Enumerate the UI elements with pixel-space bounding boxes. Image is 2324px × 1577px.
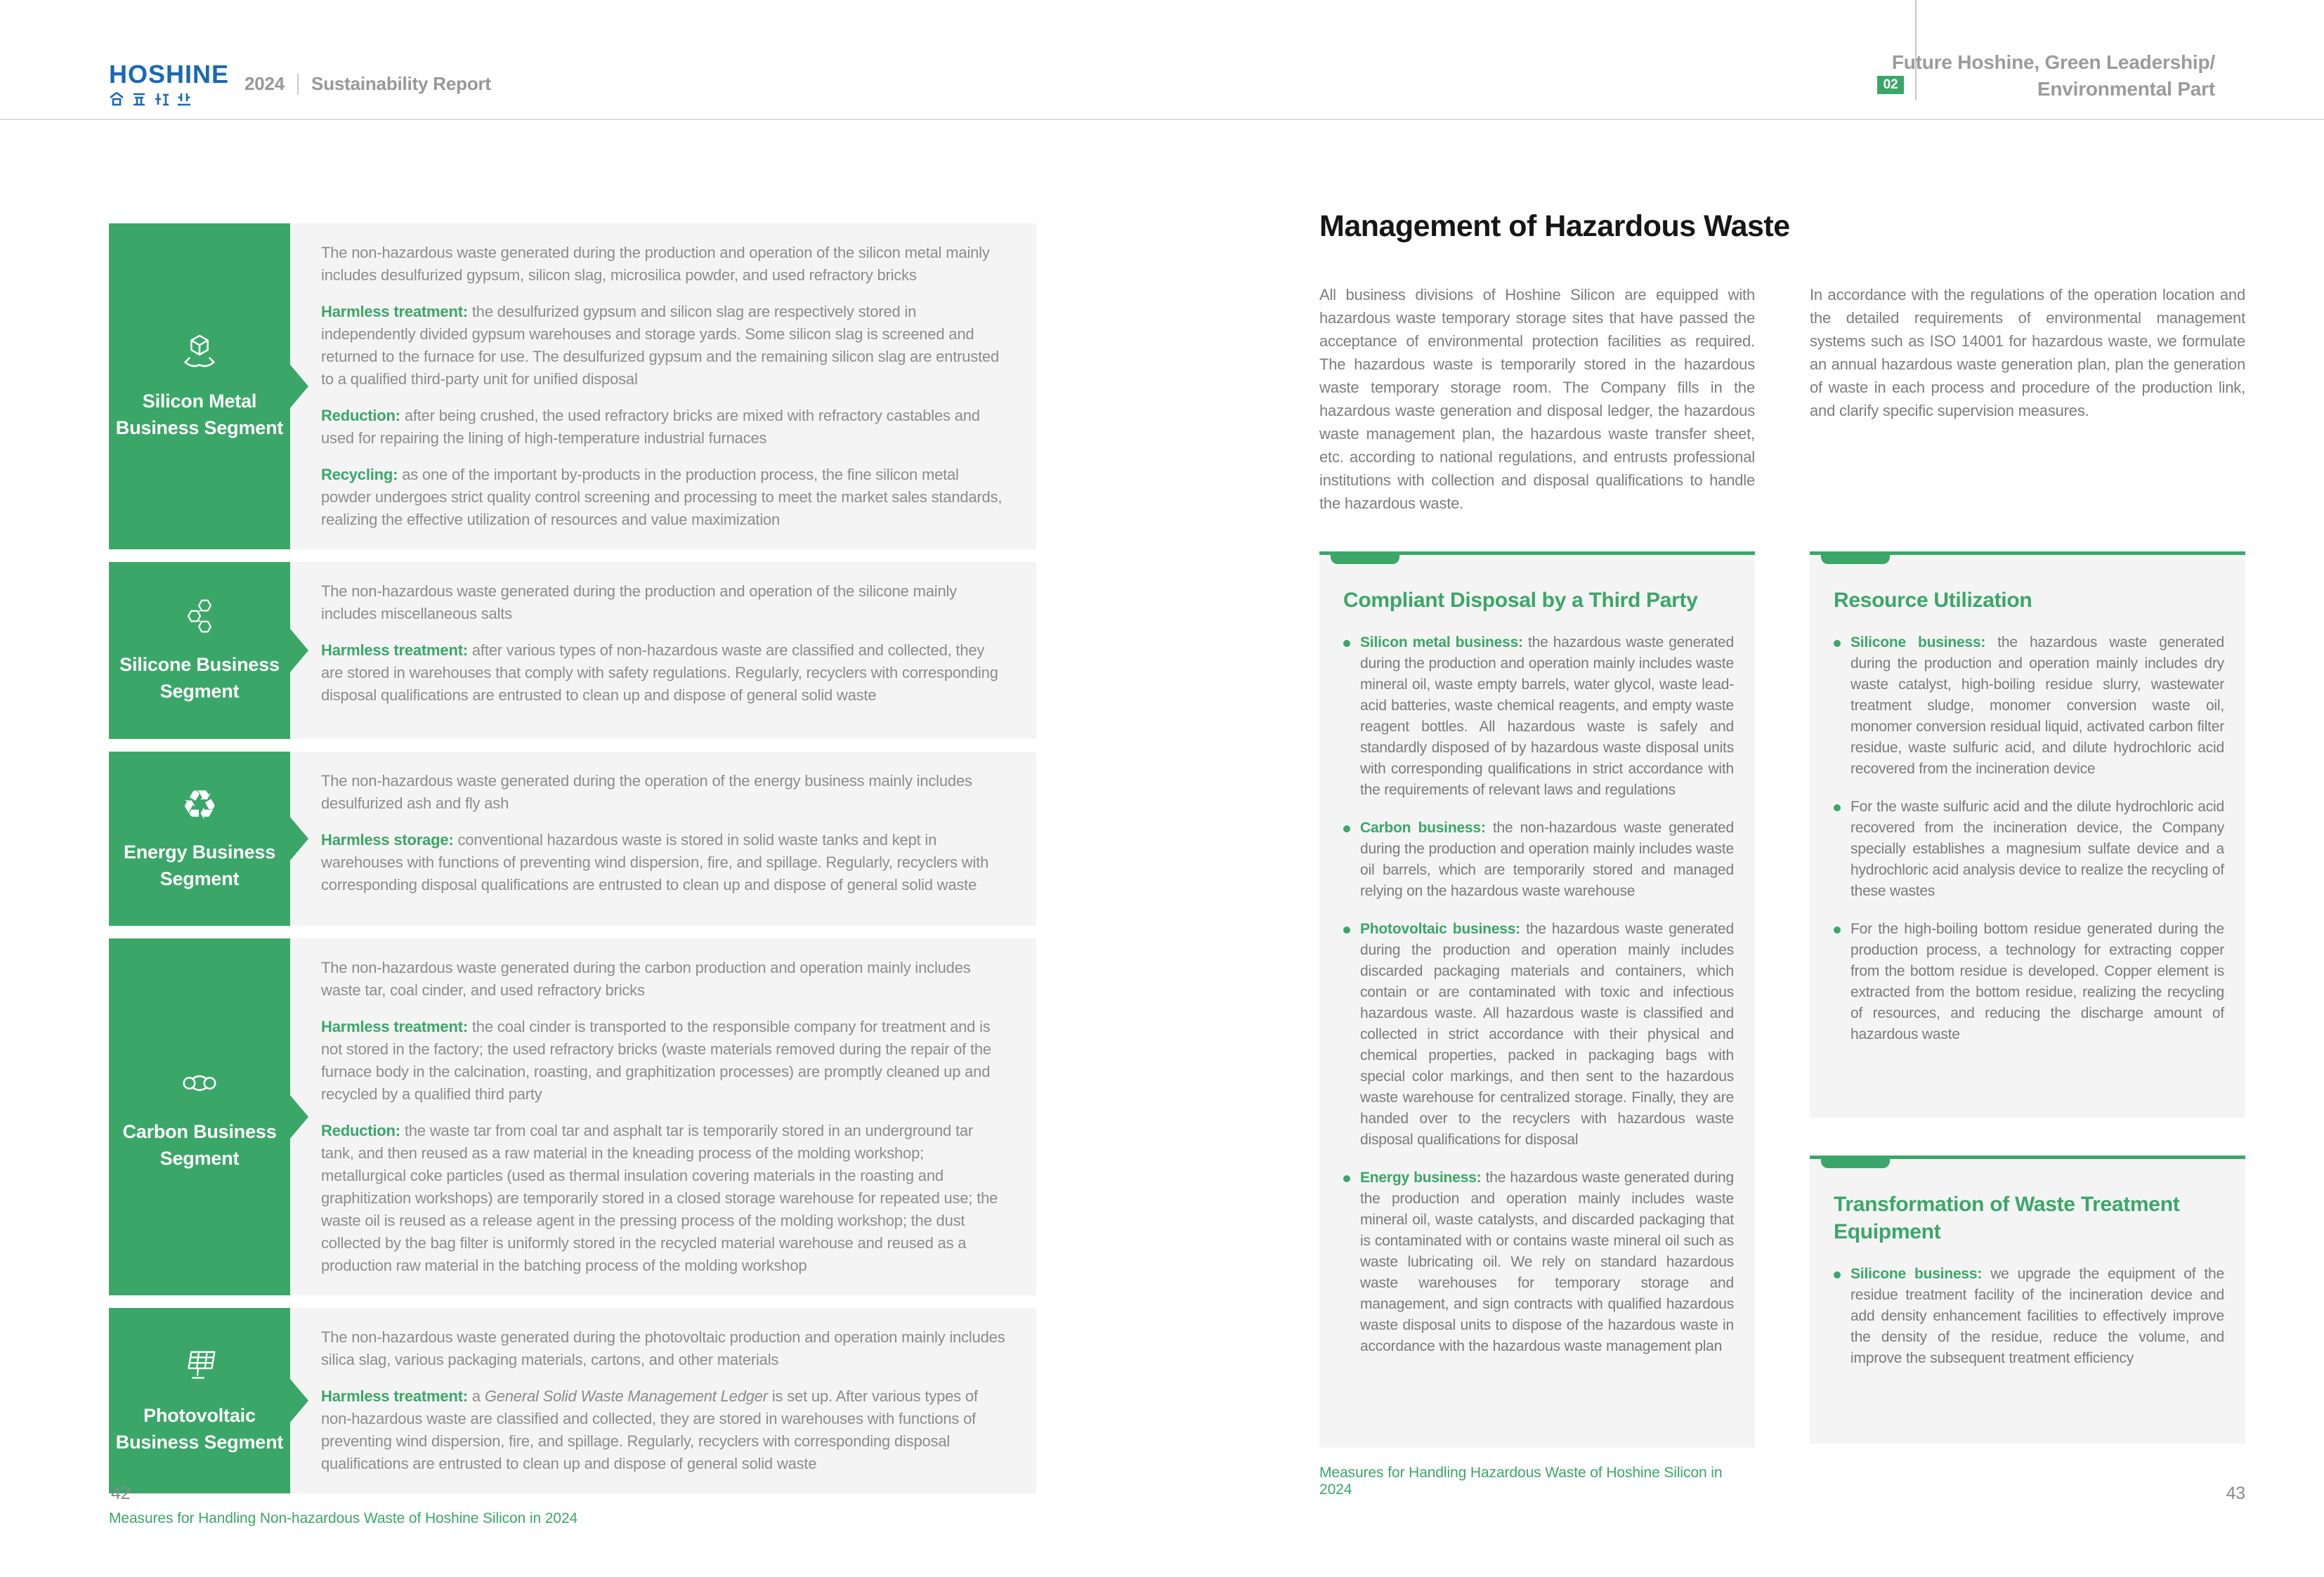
bullet-item (1834, 797, 2224, 902)
segment-items (321, 639, 1008, 707)
report-title: Sustainability Report (311, 73, 491, 94)
chapter-number-badge: 02 (1877, 76, 1904, 94)
segment-label-line1: Silicon Metal (142, 391, 257, 412)
bullet-lead: Silicone business: (1850, 1266, 1983, 1282)
cn-glyph-icon (131, 91, 147, 107)
intro-paragraph-2: In accordance with the regulations of the operation location and the detailed requirements of environmental management systems such as ISO 14001 for hazardous waste, we formulate an annual hazardous waste generation plan, plan the generation of waste in each process and procedure of the production link, and clarify specific supervision measures. (1810, 286, 2245, 419)
segment-row-photovoltaic (109, 1308, 1036, 1493)
item-lead: Harmless treatment: (321, 1387, 468, 1405)
carbon-molecule-icon (178, 1061, 221, 1105)
bullet-item (1343, 919, 1734, 1151)
bullet-lead: Silicon metal business: (1360, 634, 1523, 650)
report-year: 2024 (244, 73, 285, 94)
resource-column (1810, 551, 2245, 1444)
segment-panel (290, 562, 1036, 739)
item-lead: Harmless treatment: (321, 641, 468, 659)
bullet-item (1834, 1264, 2224, 1369)
segment-item: Reduction: the waste tar from coal tar and asphalt tar is temporarily stored in an underground tar tank, and then reused as a raw material in the kneading process of the molding workshop; metallurgical coke particles (used as thermal insulation covering materials in the roasting and graphitization workshops) are temporarily stored in a closed storage warehouse for repeated use; the waste oil is reused as a release agent in the pressing process of the molding workshop; the dust collected by the bag filter is uniformly stored in the recycled material warehouse and reused as a production raw material in the batching process of the molding workshop (321, 1122, 998, 1274)
segment-label-line2: Segment (159, 868, 240, 889)
segment-panel (290, 752, 1036, 926)
bullet-item (1343, 1167, 1734, 1357)
compliant-disposal-panel (1319, 551, 1755, 1448)
header-divider (297, 74, 299, 95)
hoshine-cn-wordmark (109, 91, 229, 107)
transformation-panel (1810, 1156, 2245, 1444)
segment-row-carbon (109, 938, 1036, 1295)
item-lead: Harmless storage: (321, 831, 454, 849)
segment-label-text (124, 839, 275, 893)
segment-intro: The non-hazardous waste generated during the production and operation of the silicone mainly includes miscellaneous salts (321, 582, 957, 622)
segment-row-silicone (109, 562, 1036, 739)
page-number-left: 42 (111, 1484, 131, 1503)
cn-glyph-icon (176, 91, 192, 107)
disposal-panel-heading: Compliant Disposal by a Third Party (1343, 589, 1698, 612)
segment-items (321, 1016, 1008, 1277)
segment-item: Harmless treatment: a General Solid Waste Management Ledger is set up. After various types of non-hazardous waste are classified and collected, they are stored in warehouses with functions of preventing wind dispersion, fire, and spillage. Regularly, recyclers with corresponding disposal qualifications are entrusted to clean up and dispose of general solid waste (321, 1387, 978, 1472)
segment-arrow (289, 364, 308, 409)
bullet-dot-icon (1834, 927, 1841, 934)
chapter-title-line2: Environmental Part (2037, 77, 2215, 100)
item-lead: Reduction: (321, 407, 400, 424)
segment-label-text (116, 388, 283, 442)
segment-label-line1: Energy Business (123, 842, 276, 863)
non-hazardous-waste-section (109, 223, 1036, 1527)
item-lead: Harmless treatment: (321, 303, 468, 320)
segment-item: Harmless treatment: the desulfurized gypsum and silicon slag are respectively stored in independently divided gypsum warehouses and storage yards. Some silicon slag is screened and returned to the furnace for use. The desulfurized gypsum and the remaining silicon slag are entrusted to a qualified third-party unit for unified disposal (321, 303, 1000, 388)
panels-row (1319, 551, 2245, 1498)
segment-label-line2: Business Segment (115, 417, 284, 438)
cn-glyph-icon (109, 91, 124, 107)
transformation-panel-heading: Transformation of Waste Treatment Equipment (1834, 1193, 2180, 1243)
bullet-item (1834, 632, 2224, 780)
hazardous-waste-section (1319, 209, 2245, 1498)
segment-label-silicon-metal (109, 223, 290, 549)
cube-in-hands-icon (178, 331, 221, 374)
bullet-dot-icon (1343, 640, 1350, 647)
bullet-dot-icon (1343, 927, 1350, 934)
segment-arrow (289, 628, 308, 673)
bullet-dot-icon (1834, 640, 1841, 647)
recycle-icon: ♻ (181, 781, 218, 830)
segment-label-line2: Segment (159, 1148, 240, 1169)
item-lead: Reduction: (321, 1122, 400, 1139)
segment-label-energy (109, 752, 290, 926)
segment-intro: The non-hazardous waste generated during the carbon production and operation mainly includes waste tar, coal cinder, and used refractory bricks (321, 959, 971, 999)
bullet-text: Silicon metal business: the hazardous waste generated during the production and operation mainly includes waste mineral oil, waste empty barrels, water glycol, waste lead-acid batteries, waste chemical reagents, and empty waste reagent bottles. All hazardous waste is safely and standardly disposed of by hazardous waste disposal units with corresponding qualifications in strict accordance with the requirements of relevant laws and regulations (1360, 634, 1735, 798)
segment-label-silicone (109, 562, 290, 739)
chapter-title-line1: Future Hoshine, Green Leadership/ (1891, 51, 2215, 73)
bullet-text: Silicone business: the hazardous waste generated during the production and operation mainly includes dry waste catalyst, high-boiling residue slurry, wastewater treatment sludge, monomer conversion waste oil, monomer conversion residual liquid, activated carbon filter residue, waste sulfuric acid, and dilute hydrochloric acid recovered from the incineration device (1850, 634, 2224, 777)
page-header (0, 0, 2324, 120)
segment-intro: The non-hazardous waste generated during the photovoltaic production and operation mainly includes silica slag, various packaging materials, cartons, and other materials (321, 1328, 1005, 1368)
segment-item: Harmless treatment: the coal cinder is transported to the responsible company for treatment and is not stored in the factory; the used refractory bricks (waste materials removed during the repair of the furnace body in the calcination, roasting, and graphitization processes) are promptly cleaned up and recycled by a qualified third party (321, 1018, 991, 1103)
resource-panel-heading: Resource Utilization (1834, 589, 2032, 612)
bullet-lead: Energy business: (1360, 1170, 1482, 1186)
bullet-item (1343, 818, 1734, 902)
segment-items (321, 1385, 1008, 1475)
segment-arrow (289, 1094, 308, 1139)
bullet-item (1834, 919, 2224, 1045)
segment-label-photovoltaic (109, 1308, 290, 1493)
segment-arrow (289, 1378, 308, 1423)
resource-utilization-panel (1810, 551, 2245, 1118)
segment-row-silicon-metal (109, 223, 1036, 549)
segment-item: Harmless storage: conventional hazardous waste is stored in solid waste tanks and kept in warehouses with functions of preventing wind dispersion, fire, and spillage. Regularly, recyclers with corresponding disposal qualifications are entrusted to clean up and dispose of general solid waste (321, 831, 989, 894)
ledger-title-italic: General Solid Waste Management Ledger (484, 1387, 768, 1405)
intro-row (1319, 283, 2245, 515)
segment-item: Recycling: as one of the important by-products in the production process, the fine silicon metal powder undergoes strict quality control screening and processing to meet the market sales standards, realizing the effective utilization of resources and value maximization (321, 466, 1003, 528)
segment-row-energy (109, 752, 1036, 926)
bullet-lead: Silicone business: (1850, 634, 1986, 650)
segment-item: Harmless treatment: after various types of non-hazardous waste are classified and collected, they are stored in warehouses that comply with safety regulations. Regularly, recyclers with corresponding disposal qualifications are entrusted to clean up and dispose of general solid waste (321, 641, 998, 704)
panel-accent-pill (1821, 551, 1890, 564)
transformation-bullet-list (1834, 1264, 2224, 1369)
bullet-dot-icon (1834, 804, 1841, 811)
segment-label-line1: Silicone Business (119, 654, 280, 676)
segment-label-line2: Business Segment (115, 1432, 284, 1453)
bullet-text: For the high-boiling bottom residue generated during the production process, a technology for extracting copper from the bottom residue is developed. Copper element is extracted from the bottom residue, realizing the recycling of resources, and reducing the discharge amount of hazardous waste (1850, 921, 2224, 1042)
disposal-bullet-list (1343, 632, 1734, 1357)
segment-label-line1: Photovoltaic (143, 1405, 256, 1427)
bullet-text: Carbon business: the non-hazardous waste generated during the production and operation mainly includes waste oil barrels, which are temporarily stored and managed relying on the hazardous waste warehouse (1360, 820, 1734, 899)
bullet-lead: Carbon business: (1360, 820, 1486, 836)
segment-label-text (116, 1403, 283, 1456)
segment-label-carbon (109, 938, 290, 1295)
disposal-column (1319, 551, 1755, 1498)
non-hazardous-caption: Measures for Handling Non-hazardous Waste of Hoshine Silicon in 2024 (109, 1510, 578, 1526)
page-title: Management of Hazardous Waste (1319, 209, 1790, 243)
item-lead: Harmless treatment: (321, 1018, 468, 1035)
bullet-dot-icon (1343, 825, 1350, 832)
segment-panel (290, 938, 1036, 1295)
chapter-header (1832, 0, 2324, 120)
bullet-dot-icon (1343, 1175, 1350, 1182)
bullet-dot-icon (1834, 1271, 1841, 1278)
segment-intro: The non-hazardous waste generated during the operation of the energy business mainly includes desulfurized ash and fly ash (321, 772, 972, 812)
segment-items (321, 301, 1008, 531)
chapter-title (1892, 49, 2215, 103)
hoshine-logo-wordmark: HOSHINE (109, 60, 230, 89)
molecule-hexagons-icon (178, 596, 221, 638)
segment-intro: The non-hazardous waste generated during the production and operation of the silicon metal mainly includes desulfurized gypsum, silicon slag, microsilica powder, and used refractory bricks (321, 244, 990, 284)
bullet-text: Silicone business: we upgrade the equipment of the residue treatment facility of the incineration device and add density enhancement facilities to effectively improve the density of the residue, reduce the volume, and improve the subsequent treatment efficiency (1850, 1266, 2225, 1366)
segment-panel (290, 1308, 1036, 1493)
report-meta (244, 73, 491, 95)
segment-items (321, 829, 1008, 896)
segment-label-text (119, 652, 280, 705)
hazardous-caption: Measures for Handling Hazardous Waste of Hoshine Silicon in 2024 (1319, 1465, 1723, 1498)
bullet-text: Energy business: the hazardous waste generated during the production and operation mainly includes waste mineral oil, waste catalysts, and discarded packaging that is contaminated with or contains waste mineral oil such as waste lubricating oil. We rely on standard hazardous waste warehouses for temporary storage and management, and sign contracts with qualified hazardous waste disposal units to dispose of the hazardous waste in accordance with the hazardous waste management plan (1360, 1170, 1734, 1354)
segment-label-line1: Carbon Business (122, 1121, 277, 1143)
item-lead: Recycling: (321, 466, 398, 483)
cn-glyph-icon (154, 91, 169, 107)
panel-accent-pill (1821, 1156, 1890, 1168)
bullet-item (1343, 632, 1734, 801)
segment-label-text (122, 1119, 276, 1172)
intro-paragraph-1: All business divisions of Hoshine Silicon are equipped with hazardous waste temporary storage sites that have passed the acceptance of environmental protection facilities as required. The hazardous waste is temporarily stored in the hazardous waste temporary storage room. The Company fills in the hazardous waste generation and disposal ledger, the hazardous waste management plan, the hazardous waste transfer sheet, etc. according to national regulations, and entrusts professional institutions with collection and disposal qualifications to handle the hazardous waste. (1319, 286, 1755, 512)
panel-accent-pill (1331, 551, 1399, 564)
bullet-text: For the waste sulfuric acid and the dilute hydrochloric acid recovered from the incineration device, the Company specially establishes a magnesium sulfate device and a hydrochloric acid analysis device to realize the recycling of these wastes (1850, 799, 2224, 899)
segment-item: Reduction: after being crushed, the used refractory bricks are mixed with refractory castables and used for repairing the lining of high-temperature industrial furnaces (321, 407, 980, 447)
segment-panel (290, 223, 1036, 549)
segment-label-line2: Segment (159, 681, 240, 702)
bullet-lead: Photovoltaic business: (1360, 921, 1520, 937)
segment-arrow (289, 816, 308, 861)
page-number-right: 43 (2226, 1484, 2245, 1503)
resource-bullet-list (1834, 632, 2224, 1045)
bullet-text: Photovoltaic business: the hazardous waste generated during the production and operation mainly includes discarded packaging materials and containers, which contain or are contaminated with toxic and infectious hazardous waste. All hazardous waste is classified and collected in strict accordance with their physical and chemical properties, packed in packaging bags with special color markings, and then sent to the hazardous waste warehouse for centralized storage. Finally, they are handed over to the recyclers with hazardous waste disposal qualifications for disposal (1360, 921, 1734, 1148)
hoshine-logo (109, 62, 229, 107)
solar-panel-icon (178, 1345, 221, 1389)
